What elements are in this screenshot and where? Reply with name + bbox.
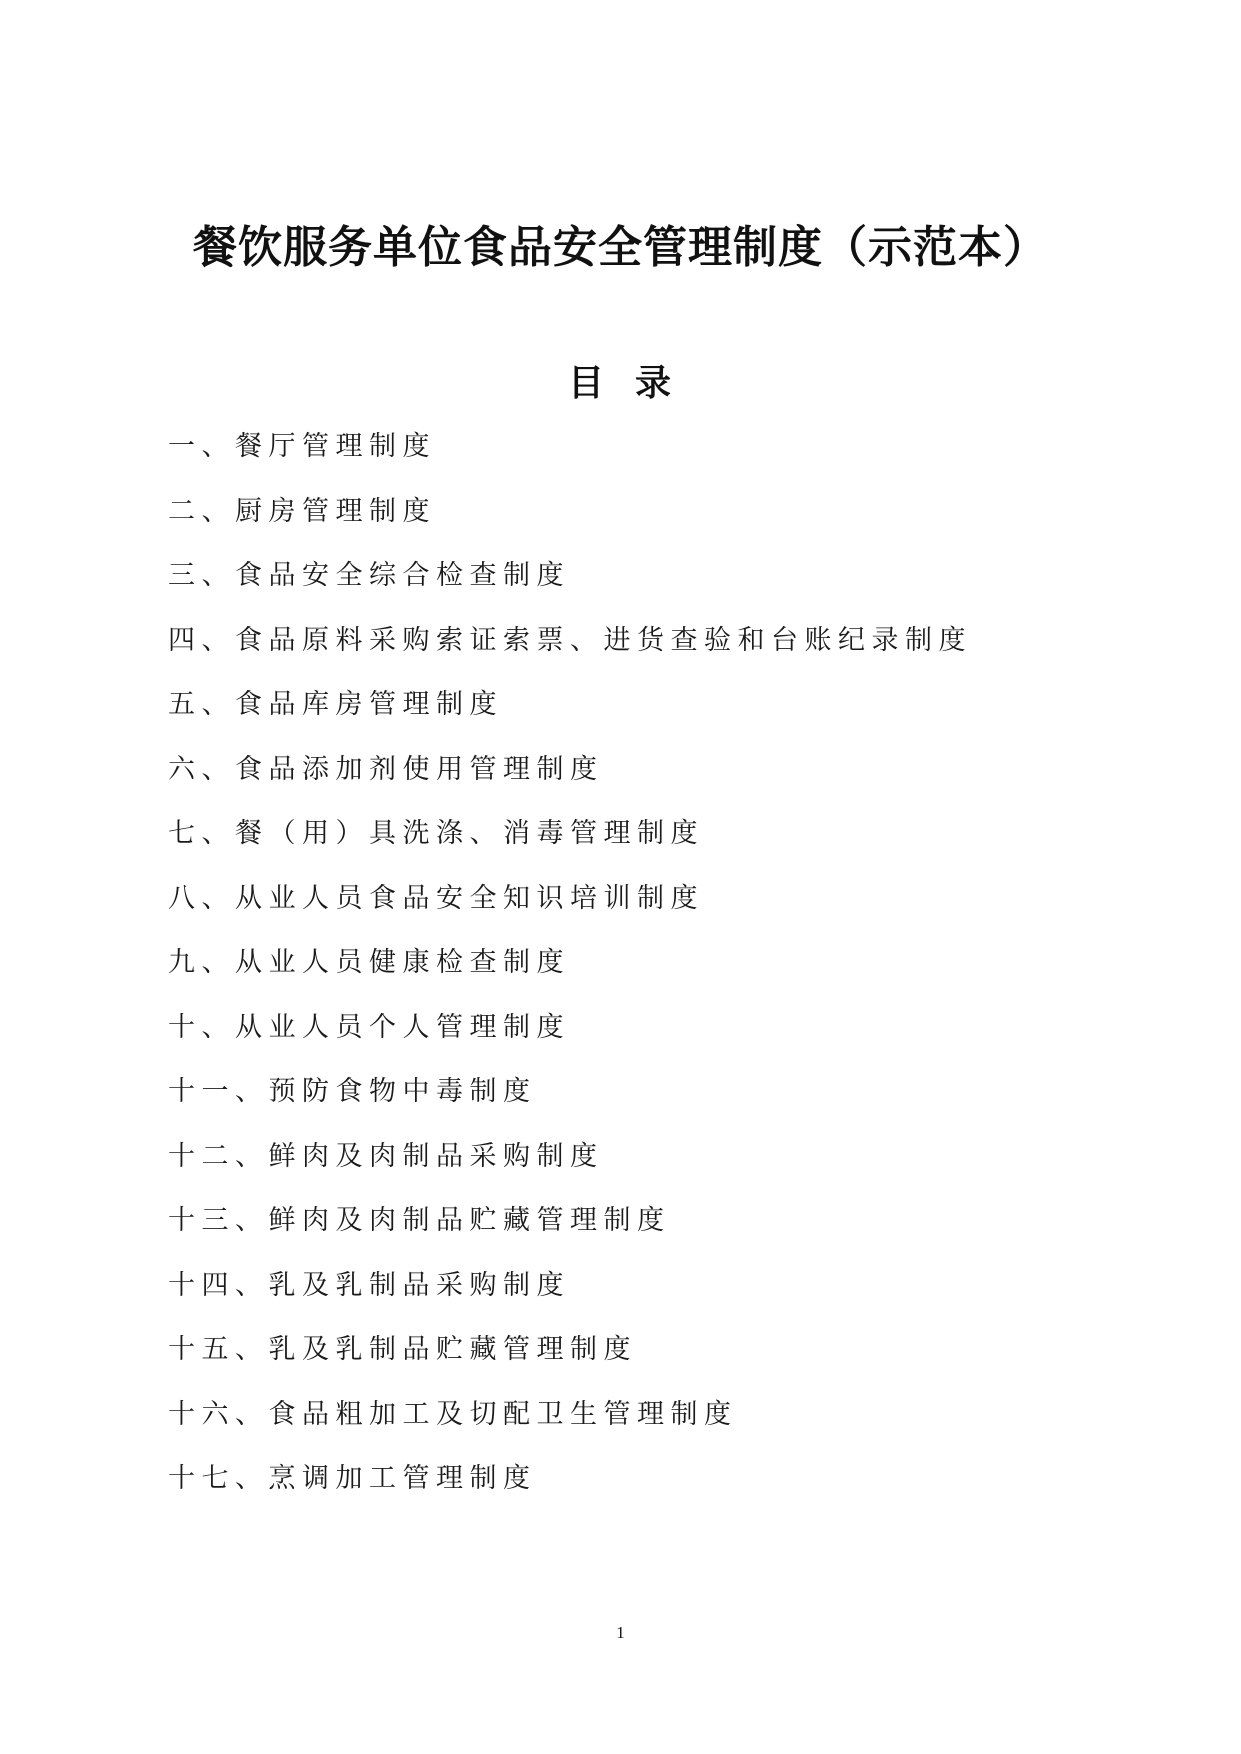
toc-item: 二、厨房管理制度 <box>168 495 436 527</box>
toc-item: 七、餐（用）具洗涤、消毒管理制度 <box>168 818 704 849</box>
toc-item: 十三、鲜肉及肉制品贮藏管理制度 <box>168 1205 671 1236</box>
toc-heading: 目 录 <box>567 362 674 404</box>
toc-item: 十一、预防食物中毒制度 <box>168 1076 537 1107</box>
toc-item: 十六、食品粗加工及切配卫生管理制度 <box>168 1398 738 1430</box>
toc-item: 六、食品添加剂使用管理制度 <box>168 753 604 785</box>
toc-item: 五、食品库房管理制度 <box>168 689 503 720</box>
page-number: 1 <box>616 1623 625 1642</box>
toc-item: 一、餐厅管理制度 <box>168 431 436 462</box>
document-title: 餐饮服务单位食品安全管理制度（示范本） <box>193 222 1048 273</box>
toc-item: 十五、乳及乳制品贮藏管理制度 <box>168 1334 637 1365</box>
toc-item: 十七、烹调加工管理制度 <box>168 1463 537 1494</box>
toc-list <box>168 428 972 1525</box>
toc-item: 十、从业人员个人管理制度 <box>168 1011 570 1043</box>
toc-item: 三、食品安全综合检查制度 <box>168 560 570 591</box>
toc-item: 八、从业人员食品安全知识培训制度 <box>168 882 704 914</box>
toc-item: 十二、鲜肉及肉制品采购制度 <box>168 1140 604 1172</box>
toc-item: 四、食品原料采购索证索票、进货查验和台账纪录制度 <box>168 624 972 656</box>
toc-item: 十四、乳及乳制品采购制度 <box>168 1269 570 1301</box>
toc-item: 九、从业人员健康检查制度 <box>168 947 570 978</box>
